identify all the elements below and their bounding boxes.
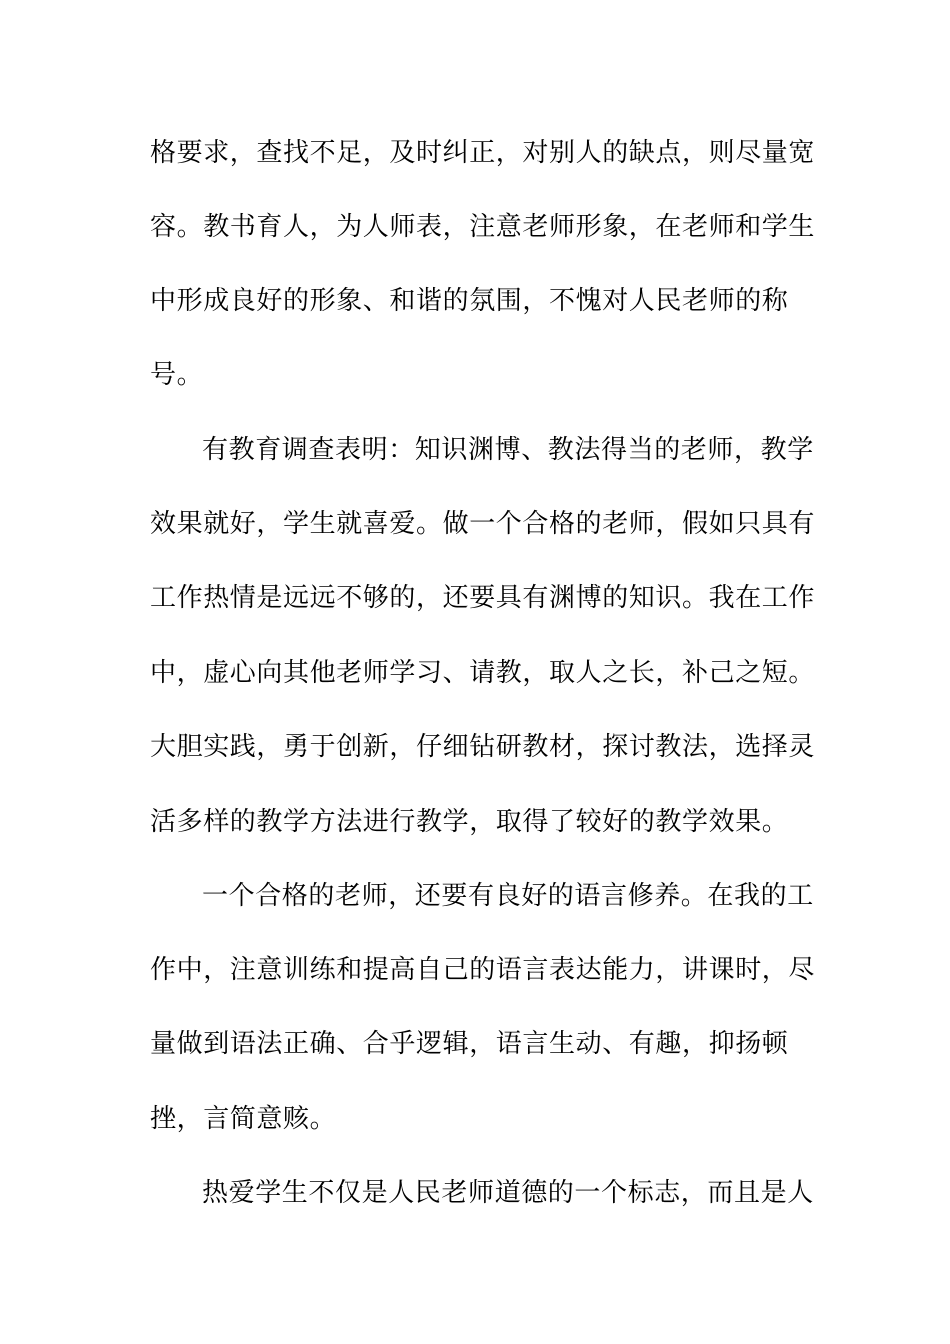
text-line: 活多样的教学方法进行教学，取得了较好的教学效果。 [150, 807, 789, 837]
text-line: 效果就好，学生就喜爱。做一个合格的老师，假如只具有 [150, 509, 816, 539]
text-line: 中形成良好的形象、和谐的氛围，不愧对人民老师的称 [150, 286, 789, 316]
text-line: 挫，言简意赅。 [150, 1104, 337, 1134]
text-line: 量做到语法正确、合乎逻辑，语言生动、有趣，抑扬顿 [150, 1029, 789, 1059]
text-line: 号。 [150, 360, 204, 390]
text-line: 中，虚心向其他老师学习、请教，取人之长，补己之短。 [150, 658, 816, 688]
text-line: 工作热情是远远不够的，还要具有渊博的知识。我在工作 [150, 583, 816, 613]
paragraph-first-line: 有教育调查表明：知识渊博、教法得当的老师，教学 [202, 435, 814, 465]
text-line: 容。教书育人，为人师表，注意老师形象，在老师和学生 [150, 212, 816, 242]
text-line: 大胆实践，勇于创新，仔细钻研教材，探讨教法，选择灵 [150, 732, 816, 762]
text-line: 格要求，查找不足，及时纠正，对别人的缺点，则尽量宽 [150, 138, 816, 168]
paragraph-first-line: 一个合格的老师，还要有良好的语言修养。在我的工 [202, 881, 814, 911]
paragraph-first-line: 热爱学生不仅是人民老师道德的一个标志，而且是人 [202, 1178, 814, 1208]
text-line: 作中，注意训练和提高自己的语言表达能力，讲课时，尽 [150, 955, 816, 985]
